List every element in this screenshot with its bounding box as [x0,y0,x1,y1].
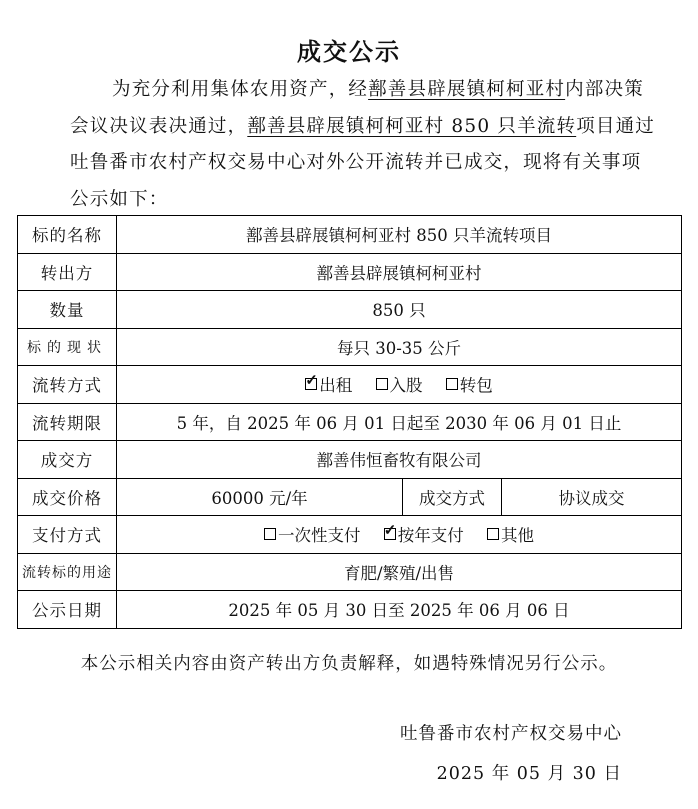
notice-period-label: 公示日期 [18,591,117,629]
page-title: 成交公示 [297,38,401,66]
checkbox-icon[interactable] [376,378,388,390]
transfer-option-sublease-label: 转包 [459,376,493,396]
status-label: 标的现状 [18,328,117,366]
buyer-value: 鄯善伟恒畜牧有限公司 [117,441,682,479]
payment-option-other[interactable] [487,522,534,546]
footer-note: 本公示相关内容由资产转出方负责解释，如遇特殊情况另行公示。 [80,654,618,674]
intro-paragraph [70,72,656,218]
checkbox-icon[interactable] [487,528,499,540]
check-mark-icon: ✓ [305,371,318,390]
transfer-method-label: 流转方式 [18,366,117,404]
deal-method-value: 协议成交 [502,478,682,516]
status-value: 每只 30-35 公斤 [117,328,682,366]
payment-option-lump-sum-label: 一次性支付 [278,526,361,546]
deal-method-label: 成交方式 [403,478,502,516]
subject-label: 标的名称 [18,216,117,254]
intro-project: 鄯善县辟展镇柯柯亚村 850 只羊流转 [247,115,577,137]
transferor-value: 鄯善县辟展镇柯柯亚村 [117,253,682,291]
intro-text-2: 内部决策会议决议表决通过， [70,79,644,137]
check-mark-icon: ✓ [383,521,397,540]
checkbox-icon[interactable] [446,378,458,390]
transfer-option-rent-label: 出租 [319,376,353,396]
table-row [18,291,682,329]
checkbox-icon[interactable] [383,521,397,540]
table-row [18,441,682,479]
usage-value: 育肥/繁殖/出售 [117,553,682,591]
issuer-name: 吐鲁番市农村产权交易中心 [400,724,622,744]
quantity-value: 850 只 [117,291,682,329]
price-label: 成交价格 [18,478,117,516]
payment-label: 支付方式 [18,516,117,554]
table-row [18,328,682,366]
transfer-option-share[interactable] [376,372,423,396]
issue-date: 2025 年 05 月 30 日 [436,764,622,784]
transfer-option-sublease[interactable] [446,372,493,396]
price-value: 60000 元/年 [117,478,403,516]
table-row [18,516,682,554]
payment-option-yearly-label: 按年支付 [397,526,464,546]
usage-label: 流转标的用途 [18,553,117,591]
transfer-method-options [117,366,682,404]
period-label: 流转期限 [18,403,117,441]
transferor-label: 转出方 [18,253,117,291]
table-row [18,478,682,516]
notice-period-value: 2025 年 05 月 30 日至 2025 年 06 月 06 日 [117,591,682,629]
quantity-label: 数量 [18,291,117,329]
checkbox-icon[interactable] [305,371,318,390]
period-value: 5 年，自 2025 年 06 月 01 日起至 2030 年 06 月 01 日止 [117,403,682,441]
table-row [18,591,682,629]
buyer-label: 成交方 [18,441,117,479]
table-row [18,366,682,404]
payment-option-yearly[interactable] [384,522,464,546]
intro-text-3: 项目通过吐鲁番市农村产权交易中心对外公开流转并已成交，现将有关事项公示如下： [70,115,655,210]
intro-village: 鄯善县辟展镇柯柯亚村 [368,79,566,100]
table-row [18,216,682,254]
transfer-option-share-label: 入股 [389,376,423,396]
transfer-option-rent[interactable] [305,372,352,396]
table-row [18,253,682,291]
notice-table [17,215,682,629]
checkbox-icon[interactable] [264,528,276,540]
subject-value: 鄯善县辟展镇柯柯亚村 850 只羊流转项目 [117,216,682,254]
table-row [18,403,682,441]
payment-option-lump-sum[interactable] [264,522,361,546]
payment-options [117,516,682,554]
payment-option-other-label: 其他 [501,526,534,546]
intro-text-1: 为充分利用集体农用资产，经 [112,79,369,100]
table-row [18,553,682,591]
